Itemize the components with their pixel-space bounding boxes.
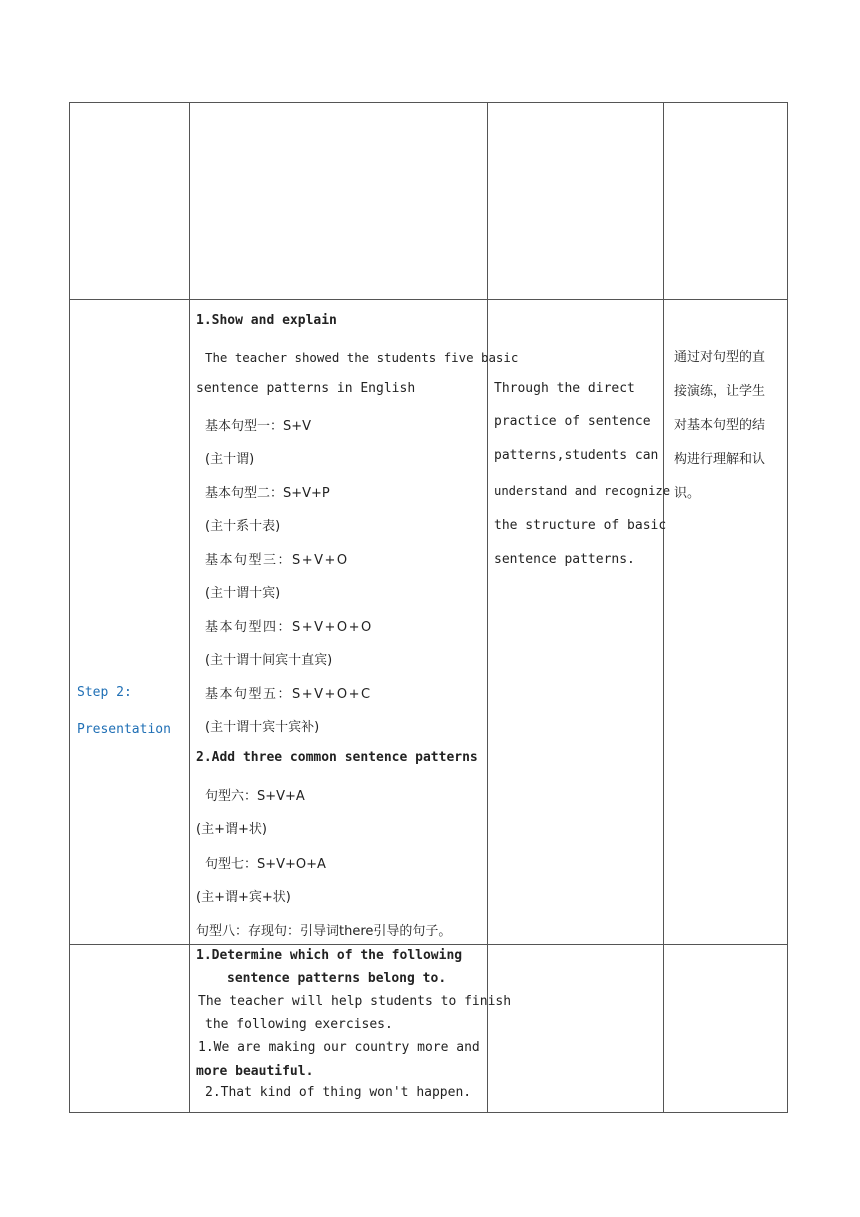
paragraph-line: Through the direct — [494, 381, 635, 396]
pattern-name: 句型七：S+V+O+A — [205, 857, 326, 872]
paragraph-line: sentence patterns in English — [196, 381, 416, 396]
paragraph-line: 识。 — [674, 486, 701, 501]
pattern-name: 基本句型四：S+V+O+O — [205, 620, 373, 635]
section-heading: 1.Determine which of the following — [196, 948, 463, 963]
paragraph-line: 接演练，让学生 — [674, 384, 766, 399]
column-divider — [663, 102, 664, 1113]
exercise-item: more beautiful. — [196, 1064, 314, 1079]
exercise-item: 1.We are making our country more and — [198, 1040, 480, 1055]
paragraph-line: patterns,students can — [494, 448, 659, 463]
pattern-note: (主十谓十间宾十直宾) — [205, 653, 333, 668]
section-heading: 2.Add three common sentence patterns — [196, 750, 478, 765]
paragraph-line: 通过对句型的直 — [674, 350, 766, 365]
pattern-name: 句型八：存现句：引导词there引导的句子。 — [196, 924, 452, 939]
pattern-note: (主十谓十宾十宾补) — [205, 720, 320, 735]
table-border-bottom — [69, 1112, 788, 1113]
section-heading: 1.Show and explain — [196, 313, 337, 328]
pattern-note: (主十谓十宾) — [205, 586, 281, 601]
paragraph-line: 构进行理解和认 — [674, 452, 766, 467]
column-divider — [787, 102, 788, 1113]
pattern-name: 基本句型一：S+V — [205, 419, 312, 434]
lesson-plan-table — [69, 102, 788, 1113]
pattern-note: (主十系十表) — [205, 519, 281, 534]
pattern-name: 基本句型五：S+V+O+C — [205, 687, 372, 702]
column-divider — [69, 102, 70, 1113]
pattern-note: (主+谓+宾+状) — [196, 890, 291, 905]
paragraph-line: the following exercises. — [205, 1017, 393, 1032]
pattern-note: (主十谓) — [205, 452, 255, 467]
paragraph-line: sentence patterns. — [494, 552, 635, 567]
row-divider — [69, 944, 788, 945]
pattern-name: 基本句型二：S+V+P — [205, 486, 330, 501]
column-divider — [189, 102, 190, 1113]
step-name: Presentation — [77, 722, 171, 737]
paragraph-line: The teacher will help students to finish — [198, 994, 512, 1009]
section-heading: sentence patterns belong to. — [227, 971, 447, 986]
paragraph-line: understand and recognize — [494, 484, 671, 498]
pattern-note: (主+谓+状) — [196, 822, 267, 837]
paragraph-line: The teacher showed the students five basic — [205, 350, 519, 365]
paragraph-line: 对基本句型的结 — [674, 418, 766, 433]
paragraph-line: practice of sentence — [494, 414, 651, 429]
step-label: Step 2: — [77, 685, 132, 700]
pattern-name: 句型六：S+V+A — [205, 789, 305, 804]
pattern-name: 基本句型三：S+V+O — [205, 553, 349, 568]
table-border-top — [69, 102, 788, 103]
row-divider — [69, 299, 788, 300]
paragraph-line: the structure of basic — [494, 518, 667, 533]
column-divider — [487, 102, 488, 1113]
exercise-item: 2.That kind of thing won't happen. — [205, 1085, 472, 1100]
